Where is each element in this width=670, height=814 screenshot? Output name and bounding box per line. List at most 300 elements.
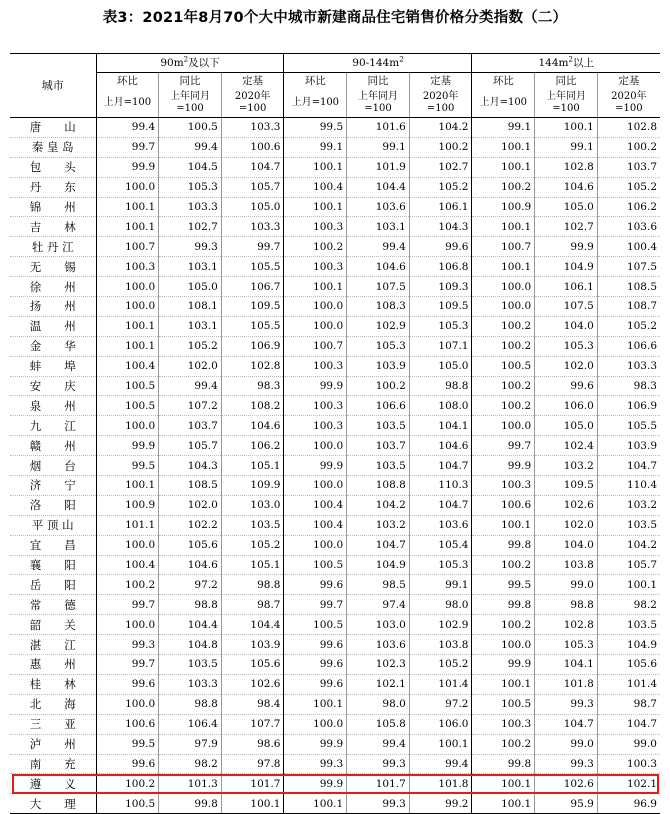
index-value: 99.1	[409, 575, 472, 595]
table-row	[10, 277, 660, 297]
index-value: 104.4	[347, 177, 410, 197]
index-value: 105.2	[221, 535, 284, 555]
index-value: 103.5	[347, 456, 410, 476]
index-value: 98.8	[535, 595, 598, 615]
index-value: 100.0	[472, 635, 535, 655]
index-value: 104.5	[159, 157, 222, 177]
index-value: 108.2	[221, 396, 284, 416]
index-value: 103.3	[221, 118, 284, 138]
index-value: 105.6	[159, 535, 222, 555]
index-value: 104.3	[409, 217, 472, 237]
index-value: 99.6	[535, 376, 598, 396]
index-value: 101.7	[221, 774, 284, 794]
index-value: 103.8	[409, 635, 472, 655]
index-value: 106.6	[347, 396, 410, 416]
index-value: 99.9	[96, 436, 159, 456]
index-value: 110.4	[597, 476, 660, 496]
index-value: 100.1	[284, 794, 347, 814]
city-name: 平 顶 山	[10, 515, 96, 535]
index-value: 103.9	[597, 436, 660, 456]
sub-header-mom: 环比	[472, 73, 535, 89]
index-value: 105.3	[159, 177, 222, 197]
index-value: 102.8	[597, 118, 660, 138]
index-value: 105.7	[221, 177, 284, 197]
table-row	[10, 137, 660, 157]
index-value: 100.9	[96, 495, 159, 515]
index-value: 109.5	[535, 476, 598, 496]
index-value: 99.9	[284, 456, 347, 476]
index-value: 104.7	[221, 157, 284, 177]
table-row	[10, 714, 660, 734]
index-value: 100.1	[96, 217, 159, 237]
index-value: 104.1	[409, 416, 472, 436]
index-value: 107.7	[221, 714, 284, 734]
index-value: 103.1	[159, 257, 222, 277]
index-value: 100.1	[96, 316, 159, 336]
index-value: 103.3	[221, 217, 284, 237]
index-value: 98.8	[221, 575, 284, 595]
index-value: 104.3	[159, 456, 222, 476]
group-header-144: $144m^2$以上	[472, 54, 660, 73]
index-value: 99.7	[284, 595, 347, 615]
index-value: 98.8	[409, 376, 472, 396]
index-value: 105.0	[535, 416, 598, 436]
index-value: 103.1	[159, 316, 222, 336]
city-name: 大 理	[10, 794, 96, 814]
index-value: 99.5	[96, 456, 159, 476]
index-value: 107.2	[159, 396, 222, 416]
index-value: 99.6	[96, 754, 159, 774]
index-value: 100.3	[284, 257, 347, 277]
index-value: 100.3	[472, 476, 535, 496]
index-value: 100.2	[96, 575, 159, 595]
index-value: 107.5	[347, 277, 410, 297]
index-value: 99.8	[472, 535, 535, 555]
table-row	[10, 615, 660, 635]
index-value: 100.3	[597, 754, 660, 774]
index-value: 100.3	[472, 714, 535, 734]
table-row	[10, 257, 660, 277]
index-value: 103.8	[535, 555, 598, 575]
index-value: 99.3	[535, 694, 598, 714]
index-value: 98.5	[347, 575, 410, 595]
index-value: 100.6	[96, 714, 159, 734]
index-value: 99.7	[472, 436, 535, 456]
index-value: 104.6	[221, 416, 284, 436]
base-header-base: 2020年 =100	[409, 88, 472, 118]
index-value: 109.3	[409, 277, 472, 297]
index-value: 102.1	[597, 774, 660, 794]
index-value: 103.1	[347, 217, 410, 237]
base-header-mom: 上月=100	[472, 88, 535, 118]
index-value: 100.1	[472, 674, 535, 694]
index-value: 100.6	[472, 495, 535, 515]
index-value: 99.6	[284, 635, 347, 655]
index-value: 103.9	[221, 635, 284, 655]
index-value: 102.6	[535, 495, 598, 515]
index-value: 104.6	[159, 555, 222, 575]
index-value: 102.9	[409, 615, 472, 635]
index-value: 100.1	[472, 257, 535, 277]
city-name: 三 亚	[10, 714, 96, 734]
index-value: 103.5	[597, 615, 660, 635]
index-value: 100.0	[96, 416, 159, 436]
city-name: 常 德	[10, 595, 96, 615]
table-row	[10, 515, 660, 535]
index-value: 99.4	[347, 734, 410, 754]
index-value: 100.1	[472, 515, 535, 535]
index-value: 102.0	[159, 356, 222, 376]
index-value: 102.6	[535, 774, 598, 794]
index-value: 100.2	[347, 376, 410, 396]
index-value: 104.8	[159, 635, 222, 655]
index-value: 99.1	[472, 118, 535, 138]
table-row	[10, 495, 660, 515]
index-value: 100.3	[284, 217, 347, 237]
index-value: 100.2	[472, 396, 535, 416]
sub-header-mom: 环比	[96, 73, 159, 89]
index-value: 100.5	[159, 118, 222, 138]
table-row	[10, 674, 660, 694]
sub-header-mom: 环比	[284, 73, 347, 89]
index-value: 98.6	[221, 734, 284, 754]
city-name: 温 州	[10, 316, 96, 336]
index-value: 100.9	[472, 197, 535, 217]
index-value: 104.7	[597, 456, 660, 476]
city-name: 吉 林	[10, 217, 96, 237]
city-name: 秦 皇 岛	[10, 137, 96, 157]
city-name: 锦 州	[10, 197, 96, 217]
index-value: 101.4	[597, 674, 660, 694]
index-value: 100.5	[284, 615, 347, 635]
index-value: 97.8	[221, 754, 284, 774]
index-value: 100.0	[284, 297, 347, 317]
index-value: 100.1	[96, 336, 159, 356]
index-value: 102.9	[347, 316, 410, 336]
index-value: 98.8	[159, 694, 222, 714]
sub-header-base: 定基	[221, 73, 284, 89]
index-value: 100.7	[284, 336, 347, 356]
index-value: 103.2	[535, 456, 598, 476]
index-value: 100.4	[96, 356, 159, 376]
index-value: 99.5	[284, 118, 347, 138]
index-value: 97.2	[409, 694, 472, 714]
index-value: 104.0	[535, 535, 598, 555]
index-value: 105.3	[409, 316, 472, 336]
index-value: 105.3	[535, 336, 598, 356]
index-value: 100.7	[96, 237, 159, 257]
index-value: 100.5	[284, 555, 347, 575]
index-value: 104.9	[535, 257, 598, 277]
table-row	[10, 694, 660, 714]
index-value: 99.0	[535, 734, 598, 754]
index-value: 104.6	[535, 177, 598, 197]
index-value: 105.0	[221, 197, 284, 217]
index-value: 105.4	[409, 535, 472, 555]
index-value: 105.1	[221, 456, 284, 476]
table-row	[10, 476, 660, 496]
index-value: 100.1	[284, 157, 347, 177]
index-value: 99.4	[159, 137, 222, 157]
index-value: 100.0	[96, 277, 159, 297]
base-header-yoy: 上年同月 =100	[347, 88, 410, 118]
index-value: 102.3	[347, 655, 410, 675]
index-value: 100.0	[284, 476, 347, 496]
index-value: 108.3	[347, 297, 410, 317]
city-name: 遵 义	[10, 774, 96, 794]
index-value: 98.2	[597, 595, 660, 615]
index-value: 104.6	[347, 257, 410, 277]
index-value: 97.9	[159, 734, 222, 754]
index-value: 103.5	[347, 416, 410, 436]
index-value: 100.3	[284, 416, 347, 436]
index-value: 110.3	[409, 476, 472, 496]
index-value: 103.2	[347, 515, 410, 535]
index-value: 98.3	[597, 376, 660, 396]
index-value: 100.1	[221, 794, 284, 814]
index-value: 103.3	[597, 356, 660, 376]
index-value: 99.9	[535, 237, 598, 257]
index-value: 100.5	[472, 356, 535, 376]
index-value: 101.9	[347, 157, 410, 177]
index-value: 104.7	[409, 495, 472, 515]
index-value: 99.4	[409, 754, 472, 774]
index-value: 98.7	[597, 694, 660, 714]
city-name: 徐 州	[10, 277, 96, 297]
index-value: 102.6	[221, 674, 284, 694]
index-value: 107.5	[535, 297, 598, 317]
table-row	[10, 237, 660, 257]
index-value: 105.2	[409, 655, 472, 675]
index-value: 107.1	[409, 336, 472, 356]
index-value: 99.7	[96, 137, 159, 157]
index-value: 100.0	[96, 535, 159, 555]
index-value: 99.7	[96, 655, 159, 675]
index-value: 100.1	[472, 217, 535, 237]
price-index-table	[10, 53, 660, 814]
index-value: 99.1	[535, 137, 598, 157]
index-value: 98.7	[221, 595, 284, 615]
index-value: 99.3	[284, 754, 347, 774]
index-value: 99.5	[472, 575, 535, 595]
index-value: 100.2	[96, 774, 159, 794]
index-value: 106.9	[597, 396, 660, 416]
index-value: 104.6	[409, 436, 472, 456]
city-name: 金 华	[10, 336, 96, 356]
index-value: 100.0	[96, 297, 159, 317]
city-name: 安 庆	[10, 376, 96, 396]
index-value: 100.1	[284, 197, 347, 217]
sub-header-yoy: 同比	[535, 73, 598, 89]
index-value: 103.5	[159, 655, 222, 675]
index-value: 99.1	[347, 137, 410, 157]
index-value: 104.4	[159, 615, 222, 635]
index-value: 108.8	[347, 476, 410, 496]
index-value: 100.0	[472, 297, 535, 317]
index-value: 99.3	[347, 794, 410, 814]
index-value: 103.6	[409, 515, 472, 535]
index-value: 100.0	[96, 177, 159, 197]
index-value: 104.4	[221, 615, 284, 635]
index-value: 100.4	[96, 555, 159, 575]
index-value: 102.8	[221, 356, 284, 376]
index-value: 99.0	[535, 575, 598, 595]
index-value: 99.4	[347, 237, 410, 257]
index-value: 104.0	[535, 316, 598, 336]
index-value: 100.1	[597, 575, 660, 595]
city-name: 唐 山	[10, 118, 96, 138]
index-value: 99.4	[159, 376, 222, 396]
city-name: 赣 州	[10, 436, 96, 456]
table-row	[10, 734, 660, 754]
index-value: 104.7	[597, 714, 660, 734]
index-value: 108.7	[597, 297, 660, 317]
index-value: 97.4	[347, 595, 410, 615]
index-value: 107.5	[597, 257, 660, 277]
index-value: 106.9	[221, 336, 284, 356]
table-row	[10, 356, 660, 376]
index-value: 99.7	[96, 595, 159, 615]
city-name: 济 宁	[10, 476, 96, 496]
table-row	[10, 595, 660, 615]
index-value: 103.3	[159, 674, 222, 694]
index-value: 100.1	[96, 197, 159, 217]
index-value: 103.3	[159, 197, 222, 217]
table-row	[10, 635, 660, 655]
index-value: 100.3	[284, 356, 347, 376]
index-value: 105.0	[409, 356, 472, 376]
index-value: 100.5	[96, 794, 159, 814]
index-value: 98.0	[347, 694, 410, 714]
index-value: 100.5	[96, 396, 159, 416]
index-value: 105.6	[221, 655, 284, 675]
index-value: 99.6	[284, 575, 347, 595]
index-value: 104.2	[597, 535, 660, 555]
index-value: 99.3	[347, 754, 410, 774]
city-name: 韶 关	[10, 615, 96, 635]
index-value: 105.0	[535, 197, 598, 217]
index-value: 99.3	[159, 237, 222, 257]
index-value: 95.9	[535, 794, 598, 814]
index-value: 100.7	[472, 237, 535, 257]
index-value: 106.8	[409, 257, 472, 277]
index-value: 104.9	[597, 635, 660, 655]
table-row	[10, 316, 660, 336]
table-row	[10, 655, 660, 675]
city-name: 洛 阳	[10, 495, 96, 515]
index-value: 100.3	[96, 257, 159, 277]
index-value: 100.5	[96, 376, 159, 396]
index-value: 100.0	[284, 535, 347, 555]
index-value: 102.7	[159, 217, 222, 237]
index-value: 100.0	[96, 615, 159, 635]
table-row	[10, 436, 660, 456]
index-value: 103.7	[159, 416, 222, 436]
table-row	[10, 177, 660, 197]
base-header-mom: 上月=100	[284, 88, 347, 118]
sub-header-base: 定基	[409, 73, 472, 89]
group-header-90: $90m^2$及以下	[96, 54, 284, 73]
index-value: 100.2	[409, 137, 472, 157]
index-value: 100.0	[284, 714, 347, 734]
table-row	[10, 774, 660, 794]
index-value: 100.1	[472, 774, 535, 794]
city-name: 宜 昌	[10, 535, 96, 555]
index-value: 99.4	[96, 118, 159, 138]
city-name: 烟 台	[10, 456, 96, 476]
index-value: 101.1	[96, 515, 159, 535]
base-header-base: 2020年 =100	[597, 88, 660, 118]
index-value: 100.2	[472, 615, 535, 635]
index-value: 103.2	[597, 495, 660, 515]
city-name: 岳 阳	[10, 575, 96, 595]
index-value: 103.7	[597, 157, 660, 177]
index-value: 100.0	[472, 277, 535, 297]
index-value: 99.9	[284, 376, 347, 396]
city-name: 九 江	[10, 416, 96, 436]
table-row	[10, 297, 660, 317]
table-row	[10, 157, 660, 177]
index-value: 98.4	[221, 694, 284, 714]
table-row	[10, 197, 660, 217]
city-name: 无 锡	[10, 257, 96, 277]
index-value: 105.0	[159, 277, 222, 297]
index-value: 100.1	[535, 118, 598, 138]
index-value: 99.3	[96, 635, 159, 655]
index-value: 103.0	[221, 495, 284, 515]
table-row	[10, 416, 660, 436]
index-value: 99.9	[284, 734, 347, 754]
index-value: 103.7	[347, 436, 410, 456]
index-value: 102.7	[535, 217, 598, 237]
index-value: 101.8	[535, 674, 598, 694]
index-value: 104.9	[347, 555, 410, 575]
index-value: 106.7	[221, 277, 284, 297]
index-value: 105.3	[347, 336, 410, 356]
index-value: 106.1	[535, 277, 598, 297]
index-value: 99.6	[284, 674, 347, 694]
index-value: 105.2	[159, 336, 222, 356]
index-value: 99.2	[409, 794, 472, 814]
city-name: 泸 州	[10, 734, 96, 754]
index-value: 102.0	[535, 356, 598, 376]
table-row	[10, 754, 660, 774]
index-value: 98.8	[159, 595, 222, 615]
index-value: 100.2	[472, 177, 535, 197]
index-value: 99.8	[472, 595, 535, 615]
city-name: 牡 丹 江	[10, 237, 96, 257]
base-header-mom: 上月=100	[96, 88, 159, 118]
city-name: 扬 州	[10, 297, 96, 317]
index-value: 104.2	[347, 495, 410, 515]
index-value: 99.3	[535, 754, 598, 774]
index-value: 100.1	[284, 694, 347, 714]
index-value: 105.1	[221, 555, 284, 575]
index-value: 99.1	[284, 137, 347, 157]
index-value: 100.2	[284, 237, 347, 257]
index-value: 104.7	[347, 535, 410, 555]
index-value: 100.2	[472, 336, 535, 356]
index-value: 103.5	[597, 515, 660, 535]
index-value: 103.5	[221, 515, 284, 535]
index-value: 102.7	[409, 157, 472, 177]
city-name: 蚌 埠	[10, 356, 96, 376]
index-value: 106.4	[159, 714, 222, 734]
index-value: 108.5	[597, 277, 660, 297]
city-name: 包 头	[10, 157, 96, 177]
city-name: 惠 州	[10, 655, 96, 675]
index-value: 100.0	[284, 316, 347, 336]
